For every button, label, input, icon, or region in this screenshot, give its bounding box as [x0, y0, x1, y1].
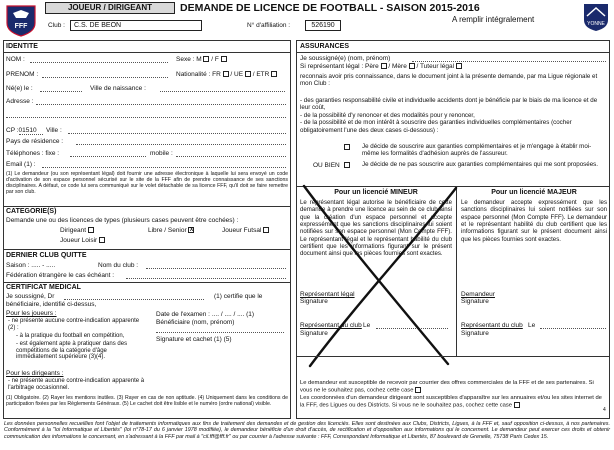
joueurs-cond-3: - est également apte à pratiquer dans des compétitions de la catégorie d'âge immédiatement supérieure (3)(4).	[16, 340, 128, 361]
assur-line-3: - de la possibilité et de mon intérêt à souscrire des garanties individuelles complémentaires (cocher obligatoirement l'une des deux cases ci-dessous) :	[300, 119, 572, 134]
assur-opt2-text: Je décide de ne pas souscrire aux garanties complémentaires qui me sont proposées.	[362, 161, 598, 168]
affiliation-field[interactable]: 526190	[305, 20, 341, 31]
assur-opt2-checkbox[interactable]	[344, 162, 350, 168]
mineur-rep-club: Représentant du club	[300, 322, 362, 329]
cross-out-mark	[298, 182, 460, 372]
yonne-logo	[582, 2, 610, 32]
footer-legal: Les données personnelles recueillies font l'objet de traitements informatiques aux fins de traitement des demandes et de gestion des licenciés. Elles sont destinées aux Clubs, Districts, Ligues, à la FFF et, sauf opposition ci-dessus, à nos partenaires. Conformément à la "loi Informatique et Libertés" (loi n°78-17 du 6 janvier 1978 modifiée), le demandeur bénéficie d'un droit d'accès, de rectification et d'opposition aux informations qui le concernent. Le demandeur peut exercer ces droits et obtenir communication des informations le concernant, en s'adressant à la FFF par mail à "cil.fff@fff.fr" ou par courrier à l'adresse suivante : FFF, Correspondant Informatique et Libertés, 87 boulevard de Grenelle, 75738 Paris Cedex 15.	[4, 421, 610, 440]
tel-mobile-input[interactable]	[176, 156, 286, 157]
rep-tuteur-text: / Tuteur légal	[416, 63, 455, 70]
categories-intro: Demande une ou des licences de types (plusieurs cases peuvent être cochées) :	[6, 217, 239, 224]
sexe-f-text: / F	[211, 56, 219, 63]
ville-naissance-label: Ville de naissance :	[90, 85, 146, 92]
pour-dirigeants: Pour les dirigeants :	[6, 370, 64, 377]
offre-annuaire-checkbox[interactable]	[514, 402, 520, 408]
cp-label-text: CP :	[6, 127, 19, 134]
date-examen-input[interactable]: .... / .... / .... (1)	[211, 311, 255, 318]
cat-futsal-text: Joueur Futsal	[222, 227, 262, 234]
assur-nom-input[interactable]	[412, 61, 606, 62]
majeur-rep-club: Représentant du club	[461, 322, 523, 329]
sexe-f-checkbox[interactable]	[221, 56, 227, 62]
yonne-logo-text: YONNE	[587, 21, 605, 27]
signature-cachet-label: Signature et cachet (1) (5)	[156, 336, 232, 343]
joueurs-conditions	[6, 318, 148, 361]
nom-club-label: Nom du club :	[98, 262, 139, 269]
nom-club-input[interactable]	[146, 268, 286, 269]
cat-loisir-text: Joueur Loisir	[60, 237, 98, 244]
offres-block	[300, 380, 606, 409]
offre-commerciale-checkbox[interactable]	[415, 387, 421, 393]
adresse-input-1[interactable]	[36, 104, 286, 105]
mobile-label: mobile :	[150, 150, 173, 157]
cat-libre-checkbox[interactable]: X	[189, 227, 194, 234]
rep-pere-checkbox[interactable]	[381, 63, 387, 69]
categories-heading: CATEGORIE(S)	[6, 208, 57, 215]
ou-bien: OU BIEN	[313, 162, 340, 169]
dirigeants-condition: - ne présente aucune contre-indication apparente à l'arbitrage occasionnel.	[8, 378, 145, 391]
badge-joueur-dirigeant: JOUEUR / DIRIGEANT	[45, 2, 175, 14]
adresse-label: Adresse :	[6, 98, 34, 105]
nat-fr-checkbox[interactable]	[223, 71, 229, 77]
nat-etr-checkbox[interactable]	[271, 71, 277, 77]
nom-input[interactable]	[30, 62, 168, 63]
majeur-heading: Pour un licencié MAJEUR	[491, 189, 577, 196]
assur-soussigne: Je soussigné(e) (nom, prénom)	[300, 55, 391, 62]
cat-futsal	[222, 227, 269, 234]
beneficiaire-nom-input[interactable]	[156, 332, 284, 333]
assur-representant	[300, 63, 462, 70]
sexe-m-text: Sexe : M	[176, 56, 202, 63]
assurances-heading: ASSURANCES	[300, 43, 350, 50]
sexe-label	[176, 56, 227, 63]
beneficiaire-text: bénéficiaire, identifié ci-dessus,	[6, 301, 97, 308]
nat-ue-checkbox[interactable]	[245, 71, 251, 77]
cross-stroke-1	[304, 186, 448, 364]
rep-mere-checkbox[interactable]	[409, 63, 415, 69]
majeur-signature: Signature	[461, 298, 489, 305]
pays-input[interactable]	[76, 144, 286, 145]
mineur-signature-2: Signature	[300, 330, 328, 337]
adresse-input-2[interactable]	[6, 117, 286, 118]
ville-label: Ville :	[46, 127, 62, 134]
pour-joueurs: Pour les joueurs :	[6, 310, 57, 317]
certificat-heading: CERTIFICAT MEDICAL	[6, 284, 81, 291]
email-label: Email (1) :	[6, 161, 36, 168]
assur-line-1: - des garanties responsabilité civile et individuelle accidents dont je bénéficie par le biais de ma licence et de leur coût,	[300, 97, 598, 112]
cp-label	[6, 127, 43, 135]
rep-pere-text: Si représentant légal : Père	[300, 63, 379, 70]
sexe-m-checkbox[interactable]	[203, 56, 209, 62]
cp-input[interactable]: 01510	[19, 127, 43, 135]
offre-commerciale-text: Le demandeur est susceptible de recevoir par courrier des offres commerciales de la FFF et de ses partenaires. Si vous ne le souhaitez pas, cochez cette case	[300, 380, 594, 394]
page-subtitle: A remplir intégralement	[452, 15, 535, 24]
federation-input[interactable]	[126, 278, 286, 279]
cat-dirigeant-checkbox[interactable]	[88, 227, 94, 233]
assur-garanties	[300, 97, 606, 134]
medecin-input[interactable]	[64, 299, 204, 300]
dernier-club-heading: DERNIER CLUB QUITTE	[6, 252, 87, 259]
fff-logo-text: FFF	[14, 23, 28, 30]
federation-label: Fédération étrangère le cas échéant :	[6, 272, 115, 279]
mineur-text: Le représentant légal autorise le bénéficiaire de cette demande à prendre une licence au sein de ce club ainsi que la création d'un espace personnel et accepte expressément que les sanctions disciplinaires lui soient notifiées sur son espace personnel (Mon Compte FFF). Le représentant légal et le représentant habilité du club certifient que les informations figurant sur le présent document ainsi que les pièces fournies sont exactes.	[300, 199, 452, 258]
cat-dirigeant	[60, 227, 94, 234]
beneficiaire-nom-label: Bénéficiaire (nom, prénom)	[156, 319, 235, 326]
assur-reconnais: reconnais avoir pris connaissance, dans le document joint à la présente demande, par ma Ligue régionale et mon Club :	[300, 73, 598, 88]
corner-mark: 4	[603, 407, 606, 413]
majeur-le-label: Le	[528, 322, 536, 329]
assur-line-2: - de la possibilité d'y renoncer et des modalités pour y renoncer,	[300, 111, 475, 119]
certifie-text: (1) certifie que le	[214, 293, 263, 300]
page-title: DEMANDE DE LICENCE DE FOOTBALL - SAISON 2015-2016	[180, 2, 480, 14]
cross-stroke-2	[310, 188, 456, 366]
identite-heading: IDENTITE	[6, 43, 38, 50]
majeur-date-input[interactable]	[540, 328, 606, 329]
saison-label: Saison : ..... - .....	[6, 262, 56, 269]
rep-mere-text: / Mère	[388, 63, 407, 70]
nom-label: NOM :	[6, 56, 25, 63]
nat-ue-text: / UE	[230, 71, 244, 78]
affiliation-label: N° d'affiliation :	[247, 22, 291, 29]
date-examen-text: Date de l'examen :	[156, 311, 210, 318]
cat-libre-text: Libre / Senior	[148, 227, 187, 234]
cat-dirigeant-text: Dirigeant	[60, 227, 87, 234]
mineur-heading: Pour un licencié MINEUR	[334, 189, 418, 196]
tel-fixe-input[interactable]	[70, 156, 146, 157]
ne-input[interactable]	[40, 91, 82, 92]
ville-naissance-input[interactable]	[160, 91, 285, 92]
joueurs-cond-2: - à la pratique du football en compétition,	[16, 332, 125, 339]
assur-opt1-checkbox[interactable]	[344, 144, 350, 150]
email-input[interactable]	[42, 167, 286, 168]
rep-tuteur-checkbox[interactable]	[456, 63, 462, 69]
offre-annuaire	[300, 395, 606, 410]
prenom-input[interactable]	[42, 77, 168, 78]
club-label: Club :	[48, 22, 65, 29]
joueurs-cond-1: - ne présente aucune contre-indication apparente (2) :	[8, 318, 140, 331]
majeur-signature-2: Signature	[461, 330, 489, 337]
offre-annuaire-text: Les coordonnées d'un demandeur dirigeant sont susceptibles d'apparaître sur les annuaires et/ou les sites internet de la FFF, des Ligues ou des Districts. Si vous ne le souhaitez pas, cochez cette case	[300, 394, 602, 409]
mineur-le-label: Le	[363, 322, 371, 329]
ville-input[interactable]	[68, 133, 286, 134]
ne-label: Né(e) le :	[6, 85, 33, 92]
cat-futsal-checkbox[interactable]	[263, 227, 269, 233]
nationalite-label	[176, 71, 277, 78]
cat-loisir	[60, 237, 105, 244]
cat-loisir-checkbox[interactable]	[99, 237, 105, 243]
majeur-demandeur: Demandeur	[461, 291, 495, 298]
fff-logo	[4, 3, 38, 37]
soussigne-dr: Je soussigné, Dr	[6, 293, 55, 300]
assur-opt1-text: Je décide de souscrire aux garanties complémentaires et je m'engage à établir moi-même les formalités d'adhésion auprès de l'assureur.	[362, 143, 592, 158]
cat-libre	[148, 227, 194, 234]
club-field[interactable]: C.S. DE BEON	[70, 20, 202, 31]
mineur-signature: Signature	[300, 298, 328, 305]
nat-etr-text: / ETR	[252, 71, 270, 78]
identite-note: (1) Le demandeur (ou son représentant légal) doit fournir une adresse électronique à laquelle lui sera envoyé un code d'activation de son espace personnel sécurisé sur le site de la FFF afin de prendre connaissance de ses sanctions disciplinaires. A défaut, ce code lui sera communiqué sur le volet détachable de sa licence FFF, qu'il doit se faire remettre par son club.	[6, 171, 288, 196]
mineur-rep-legal: Représentant légal	[300, 291, 355, 298]
majeur-text: Le demandeur accepte expressément que les sanctions disciplinaires lui soient notifiées sur son espace personnel (Mon Compte FFF). Le demandeur et le représentant habilité du club certifient que les informations figurant sur le présent document ainsi que les pièces fournies sont exactes.	[461, 199, 607, 243]
offre-commerciale	[300, 380, 606, 395]
telephones-label: Téléphones : fixe :	[6, 150, 60, 157]
nat-fr-text: Nationalité : FR	[176, 71, 221, 78]
date-examen-label	[156, 311, 254, 318]
prenom-label: PRENOM :	[6, 71, 39, 78]
certificat-notes: (1) Obligatoire. (2) Rayer les mentions inutiles. (3) Rayer en cas de non aptitude. (4) Uniquement dans les conditions de participation fixées par les Règlements Généraux. (5) Le cachet doit être lisible et le numéro (ordre national) visible.	[6, 395, 288, 408]
pays-label: Pays de résidence :	[6, 138, 64, 145]
